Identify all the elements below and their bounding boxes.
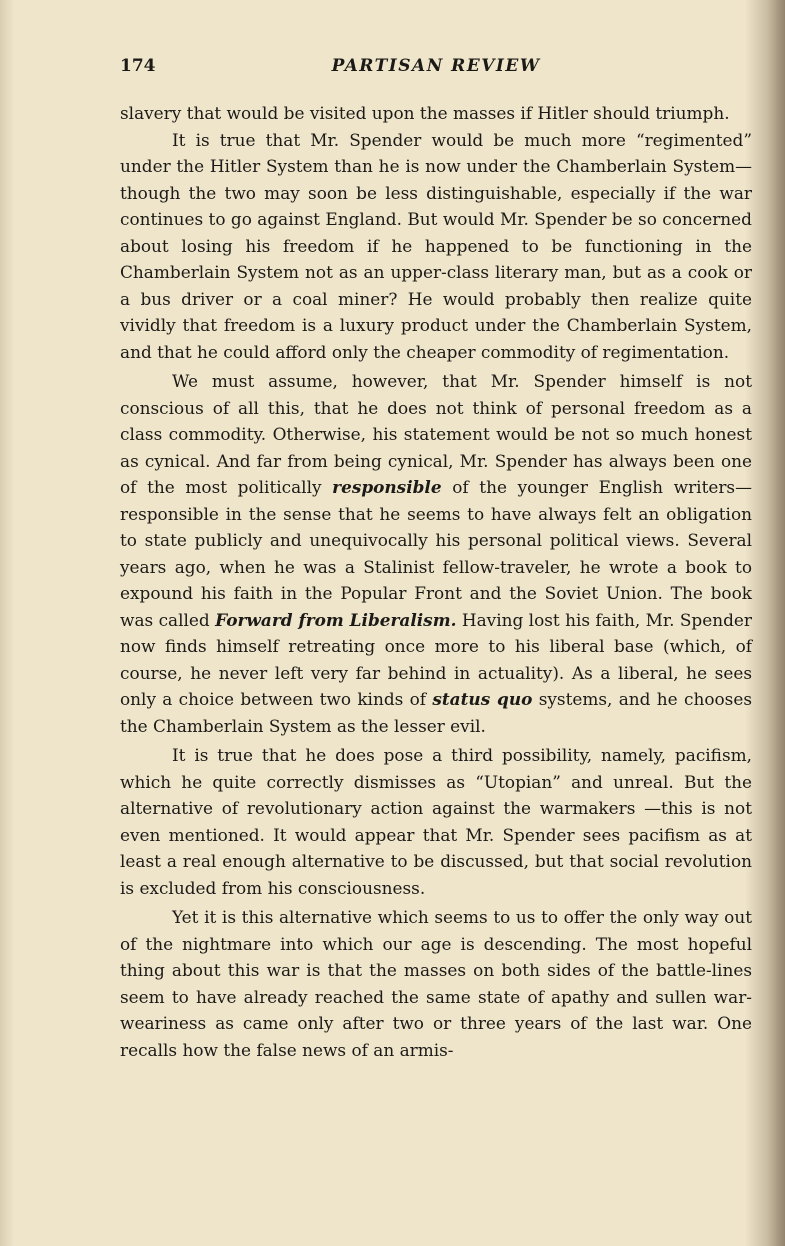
paragraph-2 (120, 127, 752, 366)
body-text (120, 100, 752, 1063)
running-title: PARTISAN REVIEW (331, 56, 541, 76)
paragraph-3-text-d: systems, and he chooses the Chamberlain System as the lesser evil. (120, 689, 752, 736)
paragraph-1 (120, 100, 752, 127)
emphasis-status-quo: status quo (432, 689, 533, 709)
paragraph-3-text-c: Having lost his faith, Mr. Spender now finds himself retreating once more to his liberal base (which, of course, he never left very far behind in actuality). As a liberal, he sees only a choice between two kinds of (120, 609, 752, 709)
paragraph-5 (120, 904, 752, 1063)
paragraph-4 (120, 742, 752, 901)
paragraph-3-text-b: of the younger English writers—responsible in the sense that he seems to have always felt an obligation to state publicly and unequivocally his personal political views. Several years ago, when he was a Stalinist fellow-traveler, he wrote a book to expound his faith in the Popular Front and the Soviet Union. The book was called (120, 477, 752, 630)
paragraph-2-text: It is true that Mr. Spender would be much more “regimented” under the Hitler System than he is now under the Chamberlain System—though the two may soon be less distinguishable, especially if the war continues to go against England. But would Mr. Spender be so concerned about losing his freedom if he happened to be functioning in the Chamberlain System not as an upper-class literary man, but as a cook or a bus driver or a coal miner? He would probably then realize quite vividly that freedom is a luxury product under the Chamberlain System, and that he could afford only the cheaper commodity of regimentation. (120, 129, 752, 362)
emphasis-responsible: responsible (332, 477, 442, 497)
paragraph-4-text: It is true that he does pose a third possibility, namely, pacifism, which he quite correctly dismisses as “Utopian” and unreal. But the alternative of revolutionary action against the warmakers —this is not even mentioned. It would appear that Mr. Spender sees pacifism as at least a real enough alternative to be discussed, but that social revolution is excluded from his consciousness. (120, 745, 752, 898)
page-header (120, 52, 752, 82)
paragraph-3 (120, 368, 752, 739)
page-number: 174 (120, 56, 156, 76)
book-title-forward-from-liberalism: Forward from Liberalism. (215, 609, 457, 630)
paragraph-3-text-a: We must assume, however, that Mr. Spender himself is not conscious of all this, that he does not think of personal freedom as a class commodity. Otherwise, his statement would be not so much honest as cynical. And far from being cynical, Mr. Spender has always been one of the most politically (120, 371, 752, 497)
paragraph-5-text: Yet it is this alternative which seems to us to offer the only way out of the nightmare into which our age is descending. The most hopeful thing about this war is that the masses on both sides of the battle-lines seem to have already reached the same state of apathy and sullen war-weariness as came only after two or three years of the last war. One recalls how the false news of an armis- (120, 907, 752, 1060)
paragraph-1-text: slavery that would be visited upon the masses if Hitler should triumph. (120, 103, 730, 123)
